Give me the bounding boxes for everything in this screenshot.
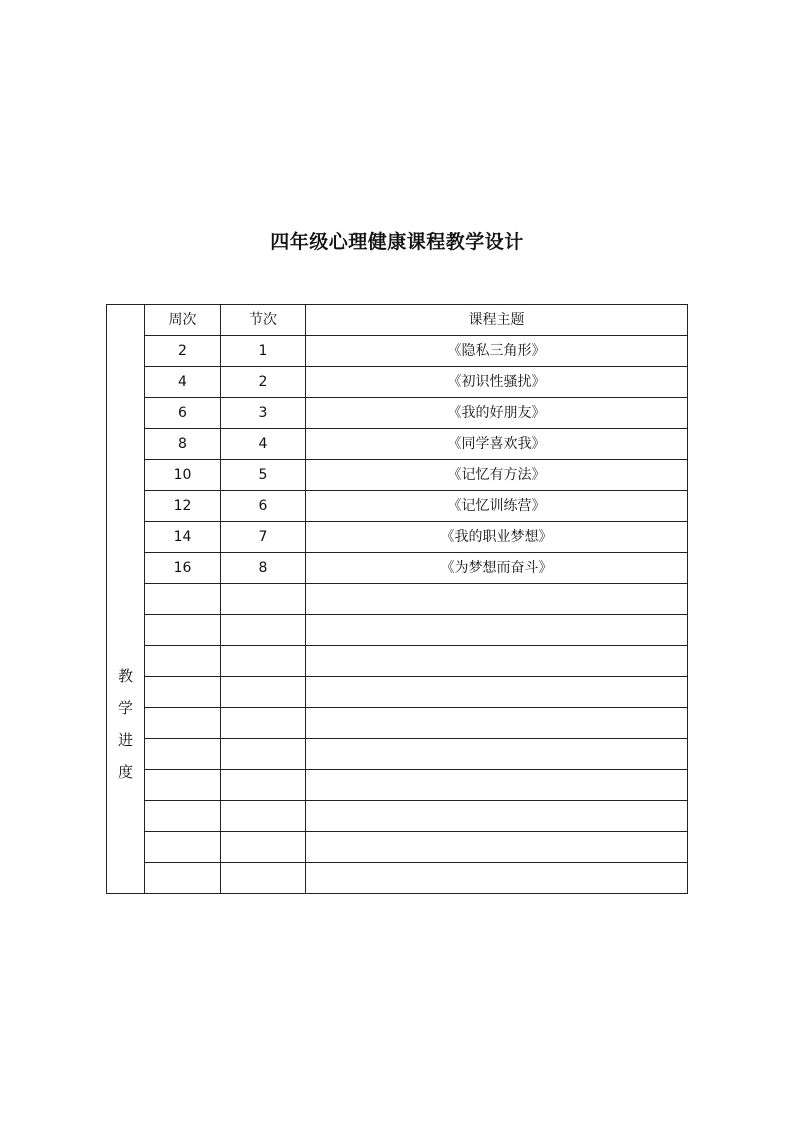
lesson-cell: 8 bbox=[221, 553, 306, 584]
week-cell bbox=[145, 584, 221, 615]
topic-cell bbox=[306, 646, 688, 677]
side-label-char: 教 bbox=[117, 667, 133, 685]
side-label-char: 进 bbox=[117, 731, 133, 749]
topic-cell: 《记忆有方法》 bbox=[306, 460, 688, 491]
table-row bbox=[107, 739, 688, 770]
table-row bbox=[107, 553, 688, 584]
week-cell: 10 bbox=[145, 460, 221, 491]
topic-cell bbox=[306, 584, 688, 615]
week-cell bbox=[145, 739, 221, 770]
lesson-cell bbox=[221, 801, 306, 832]
lesson-cell bbox=[221, 584, 306, 615]
week-cell bbox=[145, 863, 221, 894]
table-row bbox=[107, 584, 688, 615]
week-cell: 12 bbox=[145, 491, 221, 522]
week-cell bbox=[145, 646, 221, 677]
table-row bbox=[107, 677, 688, 708]
table-header-row bbox=[107, 305, 688, 336]
teaching-schedule-table bbox=[106, 304, 688, 894]
table-row bbox=[107, 708, 688, 739]
table-row bbox=[107, 367, 688, 398]
lesson-cell bbox=[221, 739, 306, 770]
table-row bbox=[107, 460, 688, 491]
side-label-char: 度 bbox=[117, 763, 133, 781]
week-cell bbox=[145, 615, 221, 646]
lesson-cell bbox=[221, 770, 306, 801]
topic-cell bbox=[306, 801, 688, 832]
lesson-cell: 4 bbox=[221, 429, 306, 460]
week-cell bbox=[145, 801, 221, 832]
topic-cell: 《同学喜欢我》 bbox=[306, 429, 688, 460]
week-cell bbox=[145, 708, 221, 739]
topic-cell: 《为梦想而奋斗》 bbox=[306, 553, 688, 584]
side-label-char: 学 bbox=[117, 699, 133, 717]
topic-cell bbox=[306, 677, 688, 708]
week-cell: 4 bbox=[145, 367, 221, 398]
week-cell bbox=[145, 677, 221, 708]
week-cell bbox=[145, 770, 221, 801]
lesson-cell: 2 bbox=[221, 367, 306, 398]
table-row bbox=[107, 398, 688, 429]
week-cell: 16 bbox=[145, 553, 221, 584]
lesson-cell bbox=[221, 863, 306, 894]
header-topic: 课程主题 bbox=[306, 305, 688, 336]
table-row bbox=[107, 429, 688, 460]
topic-cell bbox=[306, 770, 688, 801]
week-cell: 2 bbox=[145, 336, 221, 367]
topic-cell bbox=[306, 708, 688, 739]
lesson-cell: 1 bbox=[221, 336, 306, 367]
lesson-cell: 3 bbox=[221, 398, 306, 429]
topic-cell bbox=[306, 615, 688, 646]
table-row bbox=[107, 336, 688, 367]
lesson-cell: 6 bbox=[221, 491, 306, 522]
topic-cell bbox=[306, 832, 688, 863]
lesson-cell bbox=[221, 832, 306, 863]
schedule-table-body bbox=[107, 305, 688, 894]
page-title: 四年级心理健康课程教学设计 bbox=[270, 231, 524, 253]
table-row bbox=[107, 522, 688, 553]
topic-cell: 《我的好朋友》 bbox=[306, 398, 688, 429]
topic-cell: 《记忆训练营》 bbox=[306, 491, 688, 522]
table-row bbox=[107, 770, 688, 801]
table-row bbox=[107, 491, 688, 522]
week-cell bbox=[145, 832, 221, 863]
lesson-cell: 7 bbox=[221, 522, 306, 553]
topic-cell: 《隐私三角形》 bbox=[306, 336, 688, 367]
table-row bbox=[107, 832, 688, 863]
week-cell: 14 bbox=[145, 522, 221, 553]
side-label-cell bbox=[107, 305, 145, 894]
lesson-cell bbox=[221, 646, 306, 677]
lesson-cell bbox=[221, 677, 306, 708]
topic-cell bbox=[306, 863, 688, 894]
topic-cell: 《我的职业梦想》 bbox=[306, 522, 688, 553]
lesson-cell: 5 bbox=[221, 460, 306, 491]
table-row bbox=[107, 801, 688, 832]
week-cell: 8 bbox=[145, 429, 221, 460]
table-row bbox=[107, 646, 688, 677]
topic-cell bbox=[306, 739, 688, 770]
topic-cell: 《初识性骚扰》 bbox=[306, 367, 688, 398]
table-row bbox=[107, 615, 688, 646]
week-cell: 6 bbox=[145, 398, 221, 429]
lesson-cell bbox=[221, 708, 306, 739]
header-week: 周次 bbox=[145, 305, 221, 336]
lesson-cell bbox=[221, 615, 306, 646]
table-row bbox=[107, 863, 688, 894]
header-lesson: 节次 bbox=[221, 305, 306, 336]
